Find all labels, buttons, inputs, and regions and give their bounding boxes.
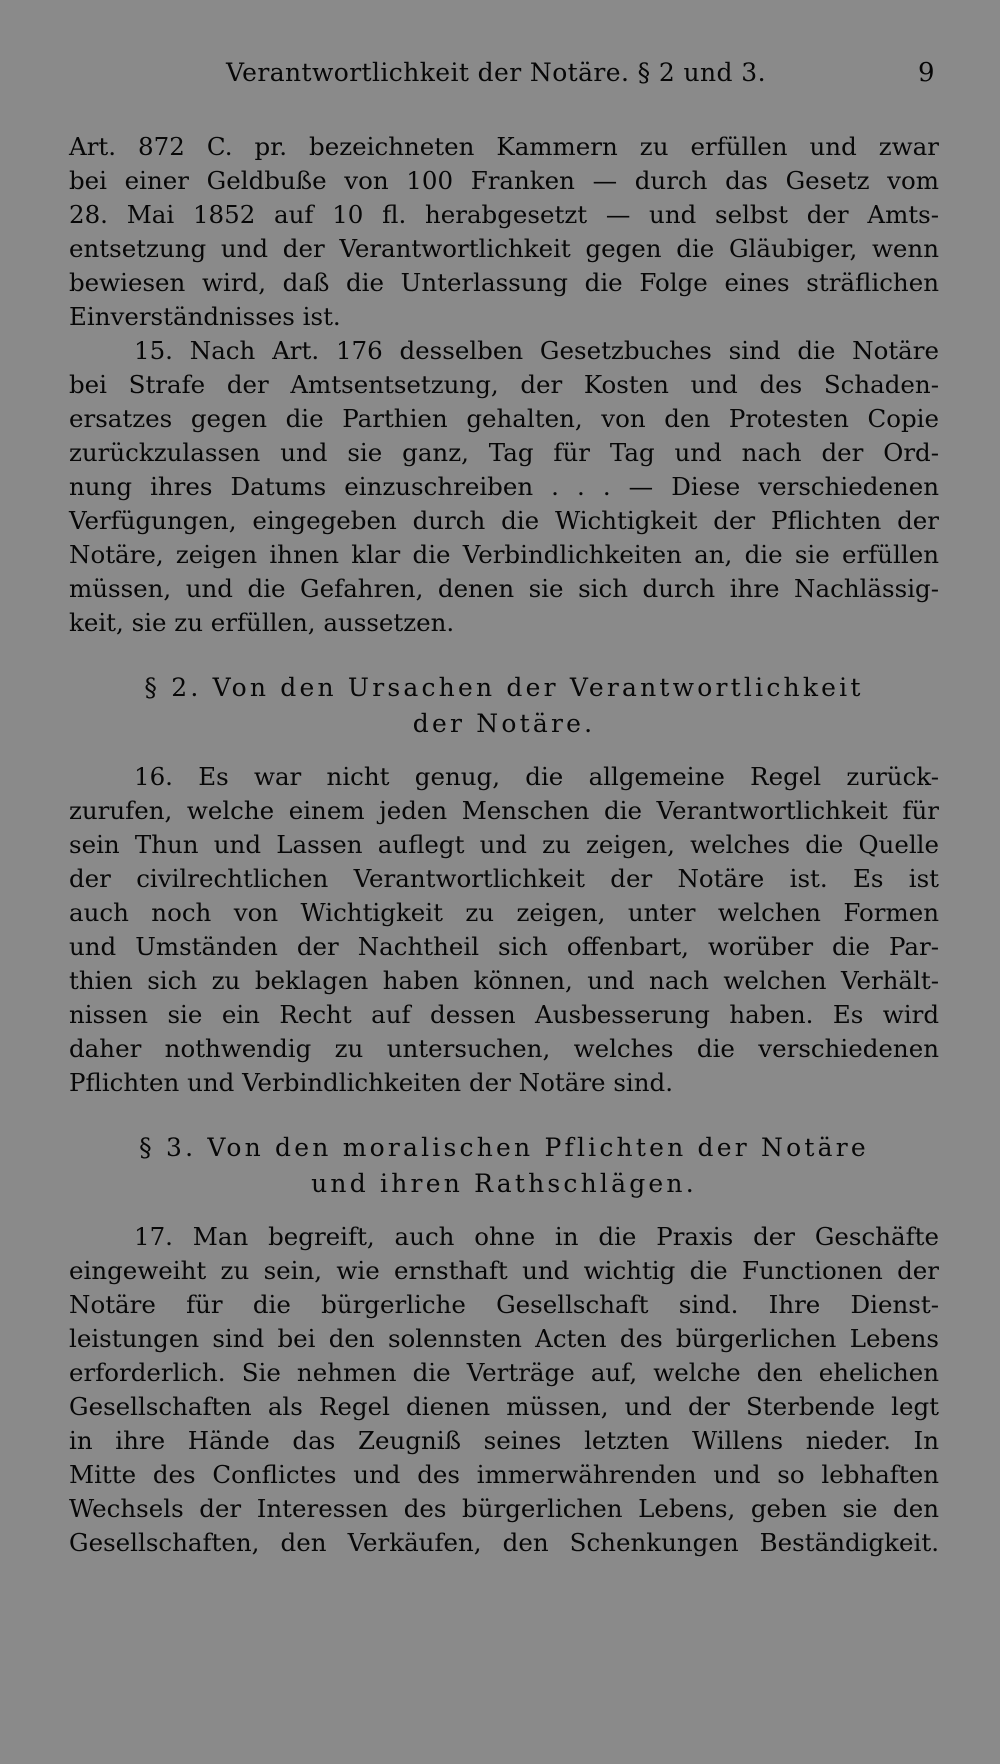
text-line: nissen sie ein Recht auf dessen Ausbesserung haben. Es wird — [69, 1000, 939, 1029]
paragraph-15 — [69, 334, 939, 640]
text-line: thien sich zu beklagen haben können, und nach welchen Verhält- — [69, 966, 939, 995]
text-line: in ihre Hände das Zeugniß seines letzten Willens nieder. In — [69, 1426, 939, 1455]
text-line: eingeweiht zu sein, wie ernsthaft und wichtig die Functionen der — [69, 1256, 939, 1285]
text-line: nung ihres Datums einzuschreiben . . . — Diese verschiedenen — [69, 472, 939, 501]
section-2-heading — [69, 670, 939, 742]
text-line: erforderlich. Sie nehmen die Verträge auf, welche den ehelichen — [69, 1358, 939, 1387]
body-text — [69, 130, 939, 1560]
text-line: 28. Mai 1852 auf 10 fl. herabgesetzt — und selbst der Amts- — [69, 200, 939, 229]
section-heading-line: der Notäre. — [412, 709, 596, 738]
section-heading-line: § 2. Von den Ursachen der Verantwortlichkeit — [144, 673, 864, 702]
paragraph-17 — [69, 1220, 939, 1560]
paragraph-14-continuation — [69, 130, 939, 334]
text-line: Gesellschaften als Regel dienen müssen, und der Sterbende legt — [69, 1392, 939, 1421]
text-line: Wechsels der Interessen des bürgerlichen Lebens, geben sie den — [69, 1494, 939, 1523]
text-line: Mitte des Conflictes und des immerwährenden und so lebhaften — [69, 1460, 939, 1489]
text-line: leistungen sind bei den solennsten Acten des bürgerlichen Lebens — [69, 1324, 939, 1353]
text-line: und Umständen der Nachtheil sich offenbart, worüber die Par- — [69, 932, 939, 961]
text-line: Einverständnisses ist. — [69, 302, 341, 331]
text-line: Art. 872 C. pr. bezeichneten Kammern zu erfüllen und zwar — [69, 132, 939, 161]
text-line: daher nothwendig zu untersuchen, welches die verschiedenen — [69, 1034, 939, 1063]
text-line: keit, sie zu erfüllen, aussetzen. — [69, 608, 455, 637]
text-line: zurufen, welche einem jeden Menschen die Verantwortlichkeit für — [69, 796, 939, 825]
text-line: der civilrechtlichen Verantwortlichkeit der Notäre ist. Es ist — [69, 864, 939, 893]
text-line: ersatzes gegen die Parthien gehalten, von den Protesten Copie — [69, 404, 939, 433]
text-line: Pflichten und Verbindlichkeiten der Notäre sind. — [69, 1068, 673, 1097]
page-header — [0, 58, 1000, 104]
paragraph-16 — [69, 760, 939, 1100]
text-line: entsetzung und der Verantwortlichkeit gegen die Gläubiger, wenn — [69, 234, 939, 263]
section-heading-line: § 3. Von den moralischen Pflichten der Notäre — [139, 1133, 869, 1162]
text-line: 17. Man begreift, auch ohne in die Praxis der Geschäfte — [134, 1222, 939, 1251]
text-line: Notäre für die bürgerliche Gesellschaft sind. Ihre Dienst- — [69, 1290, 939, 1319]
text-line: Verfügungen, eingegeben durch die Wichtigkeit der Pflichten der — [69, 506, 939, 535]
section-3-heading — [69, 1130, 939, 1202]
text-line: Notäre, zeigen ihnen klar die Verbindlichkeiten an, die sie erfüllen — [69, 540, 939, 569]
text-line: bei einer Geldbuße von 100 Franken — durch das Gesetz vom — [69, 166, 939, 195]
text-line: auch noch von Wichtigkeit zu zeigen, unter welchen Formen — [69, 898, 939, 927]
text-line: 16. Es war nicht genug, die allgemeine Regel zurück- — [134, 762, 939, 791]
text-line: bei Strafe der Amtsentsetzung, der Kosten und des Schaden- — [69, 370, 939, 399]
page-number: 9 — [918, 58, 935, 88]
text-line: zurückzulassen und sie ganz, Tag für Tag und nach der Ord- — [69, 438, 939, 467]
text-line: sein Thun und Lassen auflegt und zu zeigen, welches die Quelle — [69, 830, 939, 859]
text-line: müssen, und die Gefahren, denen sie sich durch ihre Nachlässig- — [69, 574, 939, 603]
running-title: Verantwortlichkeit der Notäre. § 2 und 3. — [226, 58, 766, 87]
text-line: Gesellschaften, den Verkäufen, den Schenkungen Beständigkeit. — [69, 1528, 939, 1557]
text-line: 15. Nach Art. 176 desselben Gesetzbuches sind die Notäre — [134, 336, 939, 365]
text-line: bewiesen wird, daß die Unterlassung die Folge eines sträflichen — [69, 268, 939, 297]
section-heading-line: und ihren Rathschlägen. — [311, 1169, 697, 1198]
